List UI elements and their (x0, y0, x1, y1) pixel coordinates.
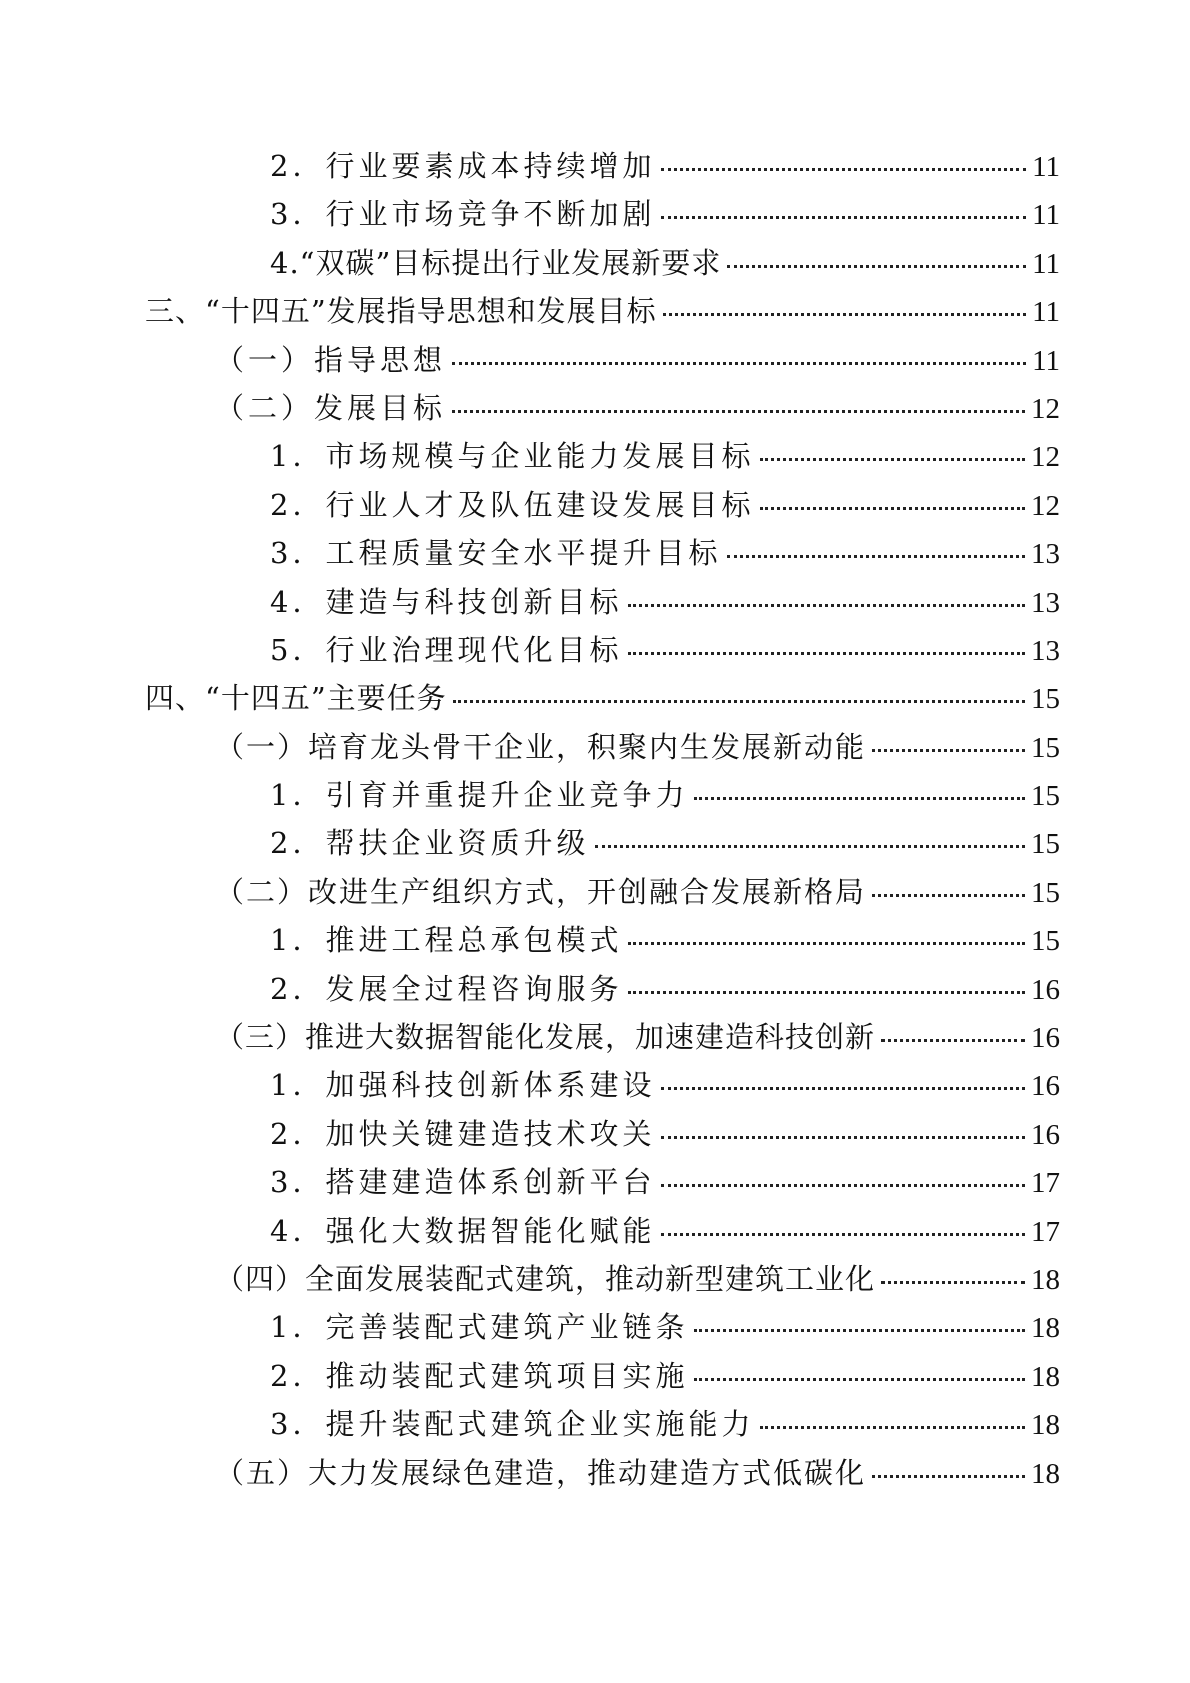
toc-page-number: 15 (1031, 876, 1060, 909)
toc-page-number: 12 (1031, 441, 1060, 474)
toc-entry-title: 1．完善装配式建筑产业链条 (270, 1310, 689, 1345)
toc-page-number: 12 (1031, 489, 1060, 522)
toc-entry-title: 3．行业市场竞争不断加剧 (270, 197, 656, 232)
toc-page-number: 15 (1031, 780, 1060, 813)
dot-leader (661, 1233, 1025, 1236)
toc-entry-title: 三、“十四五”发展指导思想和发展目标 (145, 294, 657, 329)
toc-entry-title: 2．行业要素成本持续增加 (270, 149, 656, 183)
toc-entry[interactable] (145, 1402, 1060, 1450)
toc-entry[interactable] (145, 821, 1060, 869)
toc-entry[interactable] (145, 1354, 1060, 1402)
dot-leader (628, 604, 1025, 607)
toc-entry-title: 4.“双碳”目标提出行业发展新要求 (270, 245, 722, 280)
toc-entry[interactable] (145, 1305, 1060, 1353)
toc-page-number: 15 (1031, 828, 1060, 861)
toc-page-number: 18 (1031, 1312, 1060, 1345)
toc-entry[interactable] (145, 1451, 1060, 1499)
dot-leader (452, 362, 1026, 365)
toc-entry[interactable] (145, 289, 1060, 337)
dot-leader (872, 749, 1025, 752)
toc-entry[interactable] (145, 531, 1060, 579)
toc-entry-title: （一）培育龙头骨干企业，积聚内生发展新动能 (215, 729, 867, 764)
toc-entry[interactable] (145, 338, 1060, 386)
dot-leader (760, 458, 1025, 461)
toc-entry-title: 3．提升装配式建筑企业实施能力 (270, 1407, 755, 1442)
toc-entry-title: 1．引育并重提升企业竞争力 (270, 778, 689, 813)
toc-page-number: 11 (1032, 247, 1060, 280)
toc-entry[interactable] (145, 1063, 1060, 1111)
toc-page-number: 18 (1031, 1457, 1060, 1490)
dot-leader (727, 265, 1026, 268)
toc-page-number: 12 (1031, 392, 1060, 425)
toc-entry[interactable] (145, 144, 1060, 192)
toc-entry-title: （一）指导思想 (215, 342, 447, 377)
dot-leader (760, 507, 1025, 510)
toc-page-number: 18 (1031, 1409, 1060, 1442)
toc-page-number: 15 (1031, 683, 1060, 716)
dot-leader (881, 1039, 1025, 1042)
toc-entry-title: 1．市场规模与企业能力发展目标 (270, 439, 755, 474)
toc-page-number: 15 (1031, 731, 1060, 764)
dot-leader (727, 555, 1025, 558)
toc-entry-title: 4．建造与科技创新目标 (270, 584, 623, 619)
dot-leader (694, 1329, 1025, 1332)
table-of-contents (145, 144, 1060, 1499)
toc-page-number: 13 (1031, 634, 1060, 667)
toc-entry[interactable] (145, 967, 1060, 1015)
toc-page-number: 15 (1031, 925, 1060, 958)
dot-leader (661, 1087, 1025, 1090)
toc-entry-title: 2．推动装配式建筑项目实施 (270, 1358, 689, 1393)
dot-leader (453, 700, 1025, 703)
toc-entry[interactable] (145, 725, 1060, 773)
toc-entry-title: 2．发展全过程咨询服务 (270, 971, 623, 1006)
toc-entry-title: 2．行业人才及队伍建设发展目标 (270, 487, 755, 522)
toc-entry[interactable] (145, 773, 1060, 821)
toc-entry[interactable] (145, 241, 1060, 289)
toc-entry[interactable] (145, 580, 1060, 628)
toc-page-number: 18 (1031, 1360, 1060, 1393)
toc-page-number: 16 (1031, 973, 1060, 1006)
toc-page-number: 11 (1032, 199, 1060, 232)
toc-entry-title: 5．行业治理现代化目标 (270, 632, 623, 667)
toc-page-number: 16 (1031, 1118, 1060, 1151)
toc-page-number: 18 (1031, 1263, 1060, 1296)
dot-leader (452, 410, 1025, 413)
dot-leader (628, 652, 1025, 655)
dot-leader (663, 313, 1026, 316)
dot-leader (661, 216, 1026, 219)
toc-page-number: 13 (1031, 586, 1060, 619)
toc-entry[interactable] (145, 1209, 1060, 1257)
toc-page-number: 11 (1032, 296, 1060, 329)
toc-entry[interactable] (145, 192, 1060, 240)
toc-entry-title: （四）全面发展装配式建筑，推动新型建筑工业化 (215, 1261, 876, 1296)
dot-leader (872, 1475, 1025, 1478)
toc-entry-title: 2．加快关键建造技术攻关 (270, 1116, 656, 1151)
dot-leader (694, 1378, 1025, 1381)
toc-entry-title: 1．推进工程总承包模式 (270, 923, 623, 958)
dot-leader (628, 991, 1025, 994)
toc-entry[interactable] (145, 918, 1060, 966)
toc-page-number: 13 (1031, 538, 1060, 571)
dot-leader (872, 894, 1025, 897)
toc-page-number: 16 (1031, 1070, 1060, 1103)
toc-entry-title: （五）大力发展绿色建造，推动建造方式低碳化 (215, 1455, 867, 1490)
toc-entry[interactable] (145, 676, 1060, 724)
toc-entry[interactable] (145, 434, 1060, 482)
toc-entry[interactable] (145, 1112, 1060, 1160)
toc-entry[interactable] (145, 1257, 1060, 1305)
dot-leader (661, 168, 1026, 171)
toc-entry-title: 2．帮扶企业资质升级 (270, 826, 590, 861)
toc-entry-title: （二）发展目标 (215, 390, 447, 425)
toc-page-number: 17 (1031, 1167, 1060, 1200)
toc-page-number: 16 (1031, 1022, 1060, 1055)
dot-leader (760, 1426, 1025, 1429)
toc-entry[interactable] (145, 628, 1060, 676)
toc-entry[interactable] (145, 386, 1060, 434)
toc-entry-title: （二）改进生产组织方式，开创融合发展新格局 (215, 874, 867, 909)
toc-entry-title: （三）推进大数据智能化发展，加速建造科技创新 (215, 1020, 876, 1055)
dot-leader (661, 1184, 1025, 1187)
dot-leader (595, 845, 1025, 848)
dot-leader (661, 1136, 1025, 1139)
toc-page-number: 17 (1031, 1215, 1060, 1248)
toc-entry[interactable] (145, 1015, 1060, 1063)
dot-leader (628, 942, 1025, 945)
toc-entry-title: 3．工程质量安全水平提升目标 (270, 536, 722, 571)
toc-entry[interactable] (145, 483, 1060, 531)
toc-page-number: 11 (1032, 151, 1060, 183)
toc-entry-title: 四、“十四五”主要任务 (145, 681, 447, 716)
toc-entry[interactable] (145, 870, 1060, 918)
toc-entry-title: 1．加强科技创新体系建设 (270, 1068, 656, 1103)
dot-leader (694, 797, 1025, 800)
toc-page-number: 11 (1032, 344, 1060, 377)
toc-entry-title: 3．搭建建造体系创新平台 (270, 1165, 656, 1200)
toc-entry[interactable] (145, 1160, 1060, 1208)
dot-leader (881, 1281, 1025, 1284)
toc-entry-title: 4．强化大数据智能化赋能 (270, 1213, 656, 1248)
